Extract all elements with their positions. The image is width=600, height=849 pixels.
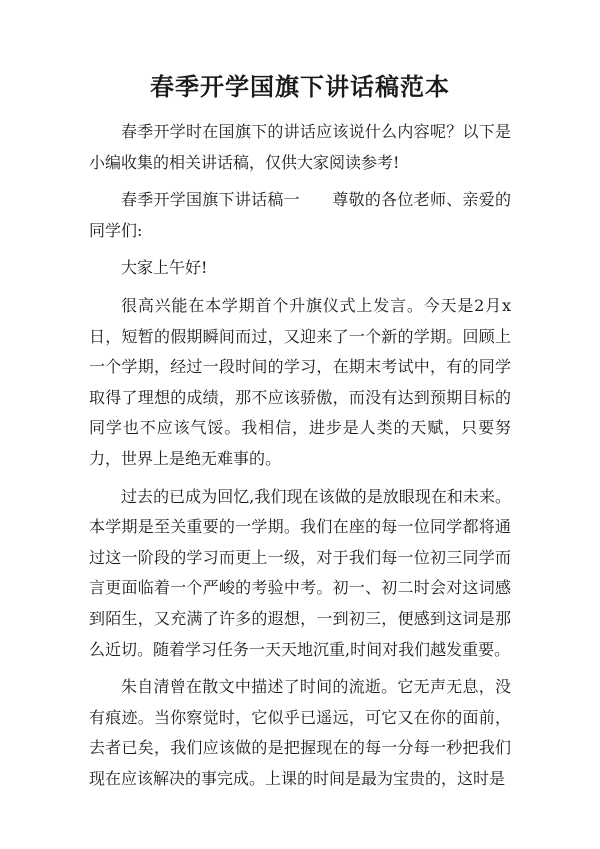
intro-paragraph: 春季开学时在国旗下的讲话应该说什么内容呢？以下是小编收集的相关讲话稿，仅供大家阅读参考!	[89, 122, 511, 172]
document-body	[89, 117, 511, 794]
body-paragraph: 过去的已成为回忆,我们现在该做的是放眼现在和未来。本学期是至关重要的一学期。我们在座的每一位同学都将通过这一阶段的学习而更上一级，对于我们每一位初三同学而言更面临着一个严峻的考验中考。初一、初二时会对这词感到陌生，又充满了许多的遐想，一到初三，便感到这词是那么近切。随着学习任务一天天地沉重,时间对我们越发重要。	[89, 486, 511, 659]
greeting-paragraph: 大家上午好!	[121, 258, 208, 278]
speech-heading-paragraph: 春季开学国旗下讲话稿一 尊敬的各位老师、亲爱的同学们:	[89, 190, 511, 240]
document-title: 春季开学国旗下讲话稿范本	[150, 72, 450, 101]
body-paragraph: 朱自清曾在散文中描述了时间的流逝。它无声无息，没有痕迹。当你察觉时，它似乎已遥远，可它又在你的面前，去者已矣，我们应该做的是把握现在的每一分每一秒把我们现在应该解决的事完成。上课的时间是最为宝贵的，这时是	[89, 677, 511, 788]
body-paragraph: 很高兴能在本学期首个升旗仪式上发言。今天是2月x日，短暂的假期瞬间而过，又迎来了一个新的学期。回顾上一个学期，经过一段时间的学习，在期末考试中，有的同学取得了理想的成绩，那不应该骄傲，而没有达到预期目标的同学也不应该气馁。我相信，进步是人类的天赋，只要努力，世界上是绝无难事的。	[89, 295, 511, 468]
